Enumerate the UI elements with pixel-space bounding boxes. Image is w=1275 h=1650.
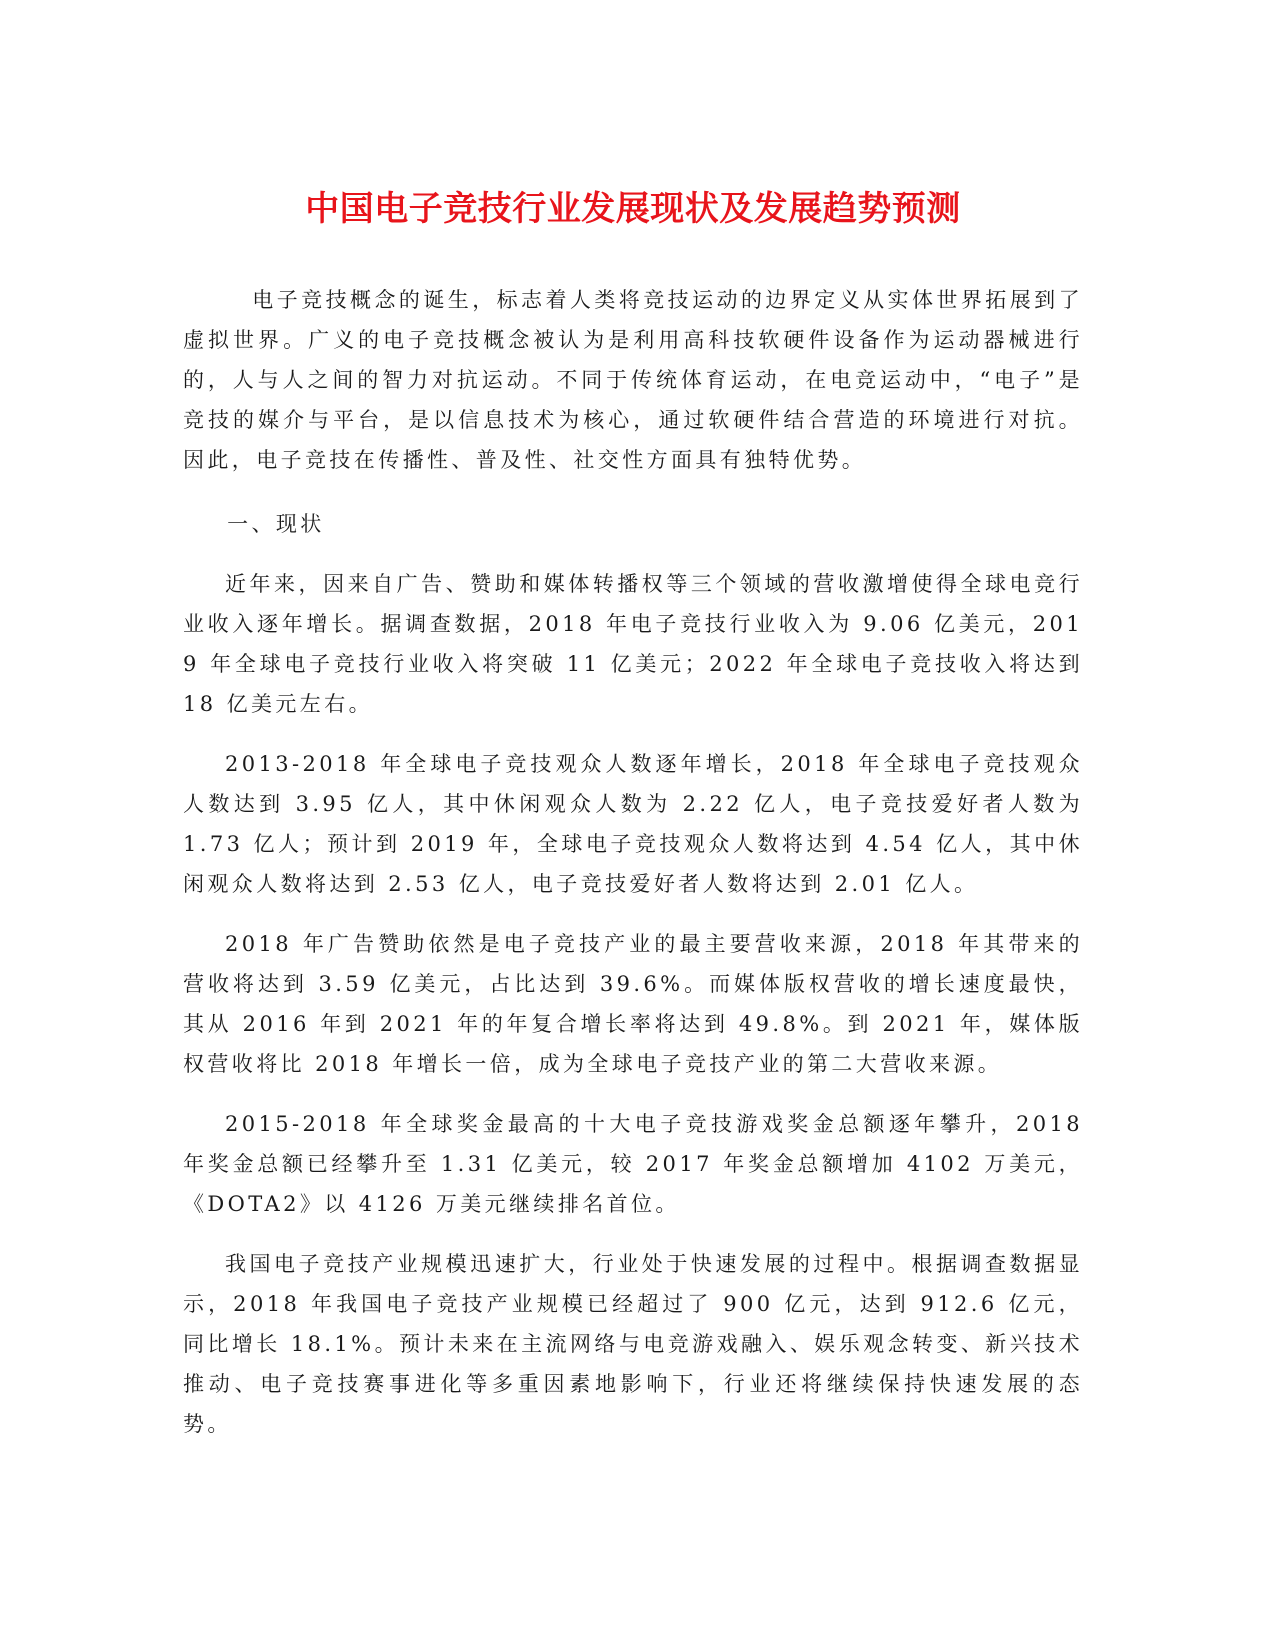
paragraph-advertising: 2018 年广告赞助依然是电子竞技产业的最主要营收来源，2018 年其带来的营收将达到 3.59 亿美元，占比达到 39.6%。而媒体版权营收的增长速度最快，其从 2016 年到 2021 年的年复合增长率将达到 49.8%。到 2021 年，媒体版权营收将比 2018 年增长一倍，成为全球电子竞技产业的第二大营收来源。 <box>183 932 1083 1076</box>
intro-paragraph: 电子竞技概念的诞生，标志着人类将竞技运动的边界定义从实体世界拓展到了虚拟世界。广义的电子竞技概念被认为是利用高科技软硬件设备作为运动器械进行的，人与人之间的智力对抗运动。不同于传统体育运动，在电竞运动中，“电子”是竞技的媒介与平台，是以信息技术为核心，通过软硬件结合营造的环境进行对抗。因此，电子竞技在传播性、普及性、社交性方面具有独特优势。 <box>183 288 1083 472</box>
paragraph-prize-money: 2015-2018 年全球奖金最高的十大电子竞技游戏奖金总额逐年攀升，2018 年奖金总额已经攀升至 1.31 亿美元，较 2017 年奖金总额增加 4102 万美元，《DOTA2》以 4126 万美元继续排名首位。 <box>183 1112 1083 1216</box>
paragraph-audience: 2013-2018 年全球电子竞技观众人数逐年增长，2018 年全球电子竞技观众人数达到 3.95 亿人，其中休闲观众人数为 2.22 亿人，电子竞技爱好者人数为 1.73 亿人；预计到 2019 年，全球电子竞技观众人数将达到 4.54 亿人，其中休闲观众人数将达到 2.53 亿人，电子竞技爱好者人数将达到 2.01 亿人。 <box>183 752 1083 896</box>
section-heading-status: 一、现状 <box>227 512 325 536</box>
document-title: 中国电子竞技行业发展现状及发展趋势预测 <box>305 189 961 229</box>
paragraph-china-market: 我国电子竞技产业规模迅速扩大，行业处于快速发展的过程中。根据调查数据显示，2018 年我国电子竞技产业规模已经超过了 900 亿元，达到 912.6 亿元，同比增长 18.1%。预计未来在主流网络与电竞游戏融入、娱乐观念转变、新兴技术推动、电子竞技赛事进化等多重因素地影响下，行业还将继续保持快速发展的态势。 <box>183 1252 1083 1436</box>
document-page <box>183 150 1083 1444</box>
paragraph-revenue-growth: 近年来，因来自广告、赞助和媒体转播权等三个领域的营收激增使得全球电竞行业收入逐年增长。据调查数据，2018 年电子竞技行业收入为 9.06 亿美元，2019 年全球电子竞技行业收入将突破 11 亿美元；2022 年全球电子竞技收入将达到 18 亿美元左右。 <box>183 572 1083 716</box>
